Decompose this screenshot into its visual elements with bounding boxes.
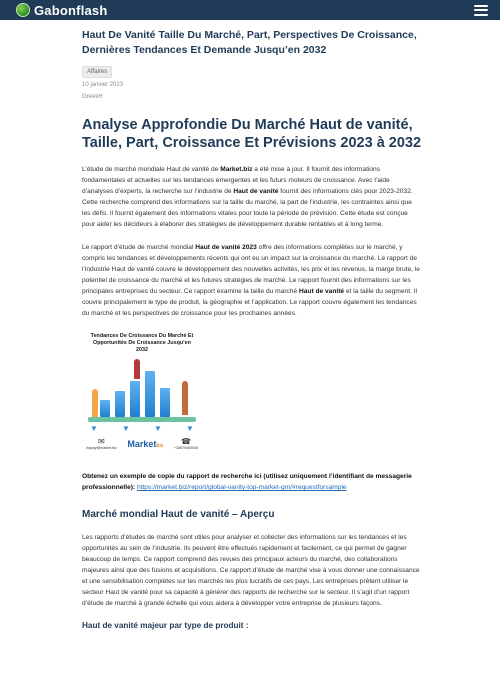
person-figure xyxy=(182,381,188,415)
infographic-bar xyxy=(145,371,155,417)
infographic-bar xyxy=(100,400,110,417)
person-figure xyxy=(92,389,98,419)
category-tag[interactable]: Affaires xyxy=(82,66,112,78)
arrow-down-icon: ▼ xyxy=(186,424,194,433)
article-headline: Analyse Approfondie Du Marché Haut de vanité, Taille, Part, Croissance Et Prévisions 2023 à 2032 xyxy=(82,117,422,151)
intro-paragraph: L’étude de marché mondiale Haut de vanité de Market.biz a été mise à jour. Il fournit des informations fondamentales et actuelles sur les tendances émergentes et les futurs moteurs de croissance. Avec l’aide d’analyses d’experts, la recherche sur l’industrie de Haut de vanité fournit des informations clés pour 2023-2032. Cette recherche comprend des informations sur la taille du marché, la part de l’industrie, les contraintes ainsi que les défis. Il fournit également des informations vitales pour toute la période de prévision. Cette étude est conçue pour aider les décideurs à élaborer des stratégies de développement durable rentables et à long terme. xyxy=(82,166,413,228)
arrow-down-icon: ▼ xyxy=(154,424,162,433)
market-infographic-image xyxy=(82,333,202,461)
by-type-heading: Haut de vanité majeur par type de produit : xyxy=(82,621,249,630)
post-date: 10 janvier 2023 xyxy=(82,82,124,88)
envelope-icon: ✉ xyxy=(98,437,105,446)
sample-request-link[interactable]: https://market.biz/report/global-vanity-top-market-gm/#requestforsample xyxy=(136,484,347,491)
infographic-bar xyxy=(130,381,140,417)
arrow-row xyxy=(90,425,194,433)
infographic-bar xyxy=(115,391,125,417)
infographic-phone: +18579450045 xyxy=(173,446,198,450)
grass-strip xyxy=(88,417,196,422)
infographic-bars xyxy=(100,369,184,417)
site-name: Gabonflash xyxy=(34,2,108,18)
report-paragraph: Le rapport d’étude de marché mondial Haut de vanité 2023 offre des informations complètes sur le marché, y compris les tendances et développements récents qui ont eu un impact sur la croissance du marché. Le rapport de l’industrie Haut de vanité couvre le développement des nouvelles activités, les prix et les revenus, la marge brute, le potentiel de croissance du marché et les futures stratégies de marché. Le rapport fournit des informations sur les principales entreprises du secteur. Ce rapport examine la taille du marché Haut de vanité et la taille du segment. Il couvre principalement le type de produit, la géographie et l’application. Le rapport couvre également les tendances du marché et les perspectives de croissance pour les prochaines années. xyxy=(82,244,420,317)
infographic-title: Tendances De Croissance Du Marché Et Opportunités De Croissance Jusqu’en 2032 xyxy=(90,333,194,353)
overview-paragraph: Les rapports d’études de marché sont utiles pour analyser et collecter des informations sur les tendances et les opportunités au sein de l’industrie. Ils peuvent être effectués rapidement et facilement, ce qui permet de gagner beaucoup de temps. Ce rapport comprend des revues des principaux acteurs du marché, des collaborations majeures ainsi que des fusions et acquisitions. Ce rapport d’étude de marché vise à vous donner une connaissance et une sensibilisation complètes sur les marchés les plus lucratifs de ces pays. Les entreprises prêtent utiliser le secteur Haut de vanité pour sa capacité à générer des rapports de recherche sur le secteur. Il s’agit d’un rapport d’étude de marché à grande échelle qui vous aidera à développer votre entreprise de plusieurs façons. xyxy=(82,534,420,607)
person-figure xyxy=(134,359,140,379)
arrow-down-icon: ▼ xyxy=(90,424,98,433)
sample-request-text: Obtenez un exemple de copie du rapport de recherche ici (utilisez uniquement l’identifiant de messagerie professionnelle): https://market.biz/report/global-vanity-top-market-gm/#requestforsample xyxy=(82,473,412,491)
globe-logo-icon xyxy=(16,3,30,17)
arrow-down-icon: ▼ xyxy=(122,424,130,433)
site-logo[interactable] xyxy=(16,3,108,18)
infographic-email: inquiry@market.biz xyxy=(86,446,117,450)
infographic-footer xyxy=(86,437,198,451)
overview-heading: Marché mondial Haut de vanité – Aperçu xyxy=(82,509,275,520)
post-author[interactable]: GreekH xyxy=(82,94,103,100)
hamburger-menu-icon[interactable] xyxy=(474,5,488,16)
article-content xyxy=(82,28,422,630)
phone-icon: ☎ xyxy=(180,437,191,446)
infographic-brand: Marketbiz xyxy=(127,439,164,449)
site-header xyxy=(0,0,500,20)
infographic-bar xyxy=(160,388,170,417)
post-title: Haut De Vanité Taille Du Marché, Part, Perspectives De Croissance, Dernières Tendances Et Demande Jusqu’en 2032 xyxy=(82,29,417,56)
